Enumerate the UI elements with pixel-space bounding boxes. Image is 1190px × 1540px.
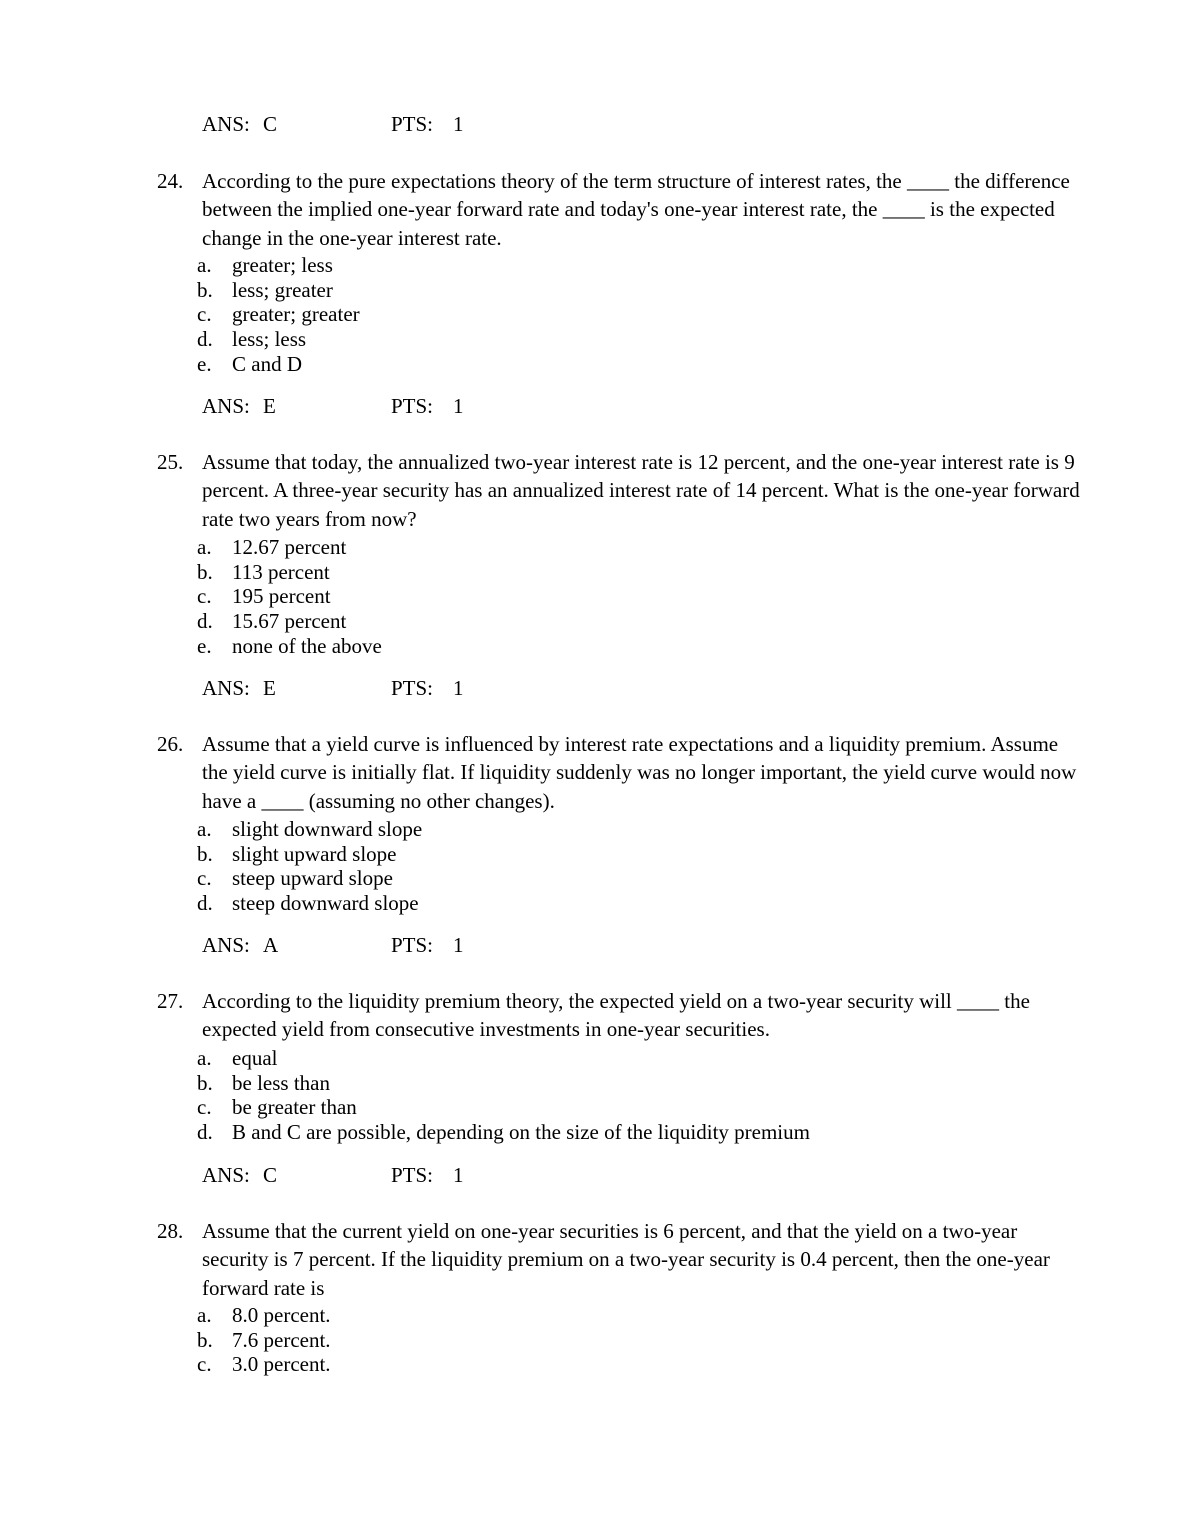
pts-label: PTS: — [391, 676, 434, 700]
answer-row-q26 — [0, 931, 1190, 959]
exam-page: ANS: C PTS: 1 24. According to the pure expectations theory of the term structure of interest rates, the ____ the difference between the implied one-year forward rate and today's one-year interest rate, the ____ is the expected change in the one-year interest rate. a. greater; less b. less; greater c. greater; greater d. less; less e. C and D ANS: E PTS: 1 25. Assume that today, the annualized two-year interest rate is 12 percent, and the one-year interest rate is 9 percent. A three-year security has an annualized interest rate of 14 percent. What is the one-year forward rate two years from now? a. 12.67 percent b. 113 percent c. 195 percent d. 15.67 percent e. none of the above ANS: E PTS: 1 26. Assume that a yield curve is influenced by interest rate expectations and a liquidity premium. Assume the yield curve is initially flat. If liquidity suddenly was no longer important, the yield curve would now have a ____ (assuming no other changes). a. slight downward slope b. slight upward slope c. steep upward slope d. steep downward slope ANS: A PTS: 1 27. According to the liquidity premium theory, the expected yield on a two-year security will ____ the expected yield from consecutive investments in one-year securities. a. equal b. be less than c. be greater than d. B and C are possible, depending on the size of the liquidity premium ANS: C PTS: 1 28. Assume that the current yield on one-year securities is 6 percent, and that the yield on a two-year security is 7 percent. If the liquidity premium on a two-year security is 0.4 percent, then the one-year forward rate is a. 8.0 percent. b. 7.6 percent. c. 3.0 percent. — [0, 0, 1190, 1540]
answer-row-q24 — [0, 392, 1190, 420]
question-number: 26. — [157, 732, 184, 756]
question-text: According to the liquidity premium theory, the expected yield on a two-year security will ____ the expected yield from consecutive investments in one-year securities. — [202, 989, 1030, 1042]
answer-row-q25 — [0, 674, 1190, 702]
ans-label: ANS: — [202, 394, 250, 418]
pts-label: PTS: — [391, 394, 434, 418]
pts-value: 1 — [453, 933, 464, 957]
pts-label: PTS: — [391, 933, 434, 957]
ans-value: E — [263, 394, 276, 418]
ans-value: C — [263, 1163, 278, 1187]
answer-row-q27 — [0, 1161, 1190, 1189]
ans-label: ANS: — [202, 1163, 250, 1187]
question-number: 27. — [157, 989, 184, 1013]
question-text: According to the pure expectations theory of the term structure of interest rates, the ____ the difference between the implied one-year forward rate and today's one-year interest rate, the ____ is the expected change in the one-year interest rate. — [202, 169, 1070, 250]
ans-value: C — [263, 112, 278, 136]
question-number: 24. — [157, 169, 184, 193]
ans-label: ANS: — [202, 933, 250, 957]
pts-label: PTS: — [391, 112, 434, 136]
ans-value: E — [263, 676, 276, 700]
question-text: Assume that the current yield on one-year securities is 6 percent, and that the yield on a two-year security is 7 percent. If the liquidity premium on a two-year security is 0.4 percent, then the one-year forward rate is — [202, 1219, 1050, 1300]
question-text: Assume that a yield curve is influenced by interest rate expectations and a liquidity premium. Assume the yield curve is initially flat. If liquidity suddenly was no longer important, the yield curve would now have a ____ (assuming no other changes). — [202, 732, 1077, 813]
pts-value: 1 — [453, 112, 464, 136]
question-number: 25. — [157, 450, 184, 474]
pts-value: 1 — [453, 1163, 464, 1187]
question-text: Assume that today, the annualized two-year interest rate is 12 percent, and the one-year interest rate is 9 percent. A three-year security has an annualized interest rate of 14 percent. What is the one-year forward rate two years from now? — [202, 450, 1080, 531]
ans-label: ANS: — [202, 112, 250, 136]
ans-value: A — [263, 933, 279, 957]
answer-row-q23 — [0, 110, 1190, 138]
pts-value: 1 — [453, 676, 464, 700]
pts-label: PTS: — [391, 1163, 434, 1187]
pts-value: 1 — [453, 394, 464, 418]
ans-label: ANS: — [202, 676, 250, 700]
question-number: 28. — [157, 1219, 184, 1243]
